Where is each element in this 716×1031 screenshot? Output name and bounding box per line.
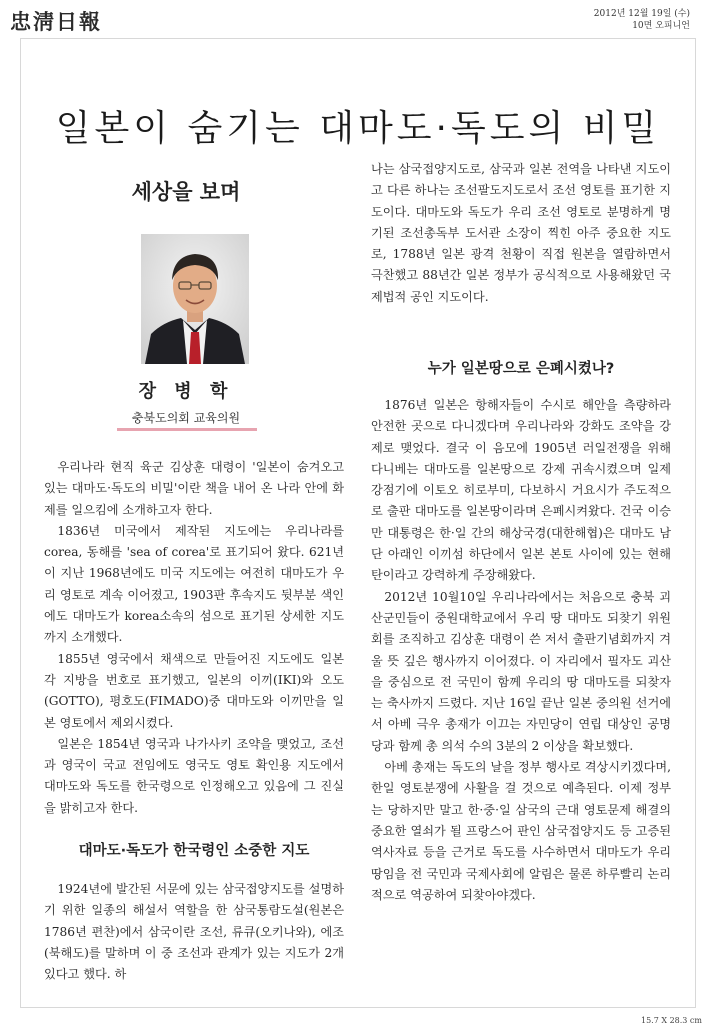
paragraph: 1836년 미국에서 제작된 지도에는 우리나라를 corea, 동해를 'sea of corea'로 표기되어 왔다. 621년이 지난 1968년에도 미국 지도에는 여전히 대마도가 우리 영토로 계속 이어졌고, 1903판 후속지도 뒷부분 색인에도 대마도가 korea소속의 섬으로 표기된 상세한 지도까지 소개했다.: [44, 523, 344, 645]
subhead-left: 대마도·독도가 한국령인 소중한 지도: [78, 843, 310, 859]
article-headline: 일본이 숨기는 대마도·독도의 비밀: [55, 108, 661, 150]
paragraph: 2012년 10월10일 우리나라에서는 처음으로 충북 괴산군민들이 중원대학교에서 우리 땅 대마도 되찾기 위원회를 조직하고 김상훈 대령이 쓴 저서 출판기념회까지 겨울 뜻 깊은 행사까지 이어졌다. 이 자리에서 필자도 괴산을 중심으로 전 국민이 함께 우리의 땅 대마도를 되찾자는 축사까지 드렸다. 지난 16일 끝난 일본 중의원 선거에서 아베 극우 총재가 이끄는 자민당이 연립 대상인 공명당과 함께 총 의석 수의 3분의 2 이상을 확보했다.: [371, 589, 671, 753]
right-column-body-2: [371, 395, 671, 906]
paragraph: 1855년 영국에서 채색으로 만들어진 지도에도 일본 각 지방을 번호로 표기했고, 일본의 이끼(IKI)와 오도(GOTTO), 평호도(FIMADO)중 대마도와 이끼만을 일본 영토에서 제외시켰다.: [44, 651, 344, 730]
paragraph: 일본은 1854년 영국과 나가사키 조약을 맺었고, 조선과 영국이 국교 전임에도 영국도 영토 확인용 지도에서 대마도와 독도를 한국령으로 인정해오고 있음에 그 진실을 밝히고자 한다.: [44, 736, 344, 815]
right-column-body: [371, 159, 671, 308]
author-name: 장 병 학: [138, 381, 234, 402]
column-kicker: 세상을 보며: [131, 180, 241, 204]
newspaper-masthead: 忠淸日報: [10, 9, 102, 34]
author-portrait: [141, 234, 249, 364]
paragraph: 나는 삼국접양지도로, 삼국과 일본 전역을 나타낸 지도이고 다른 하나는 조선팔도지도로서 조선 영토를 표기한 지도이다. 대마도와 독도가 우리 조선 영토로 분명하게 명기된 조선총독부 도서관 소장이 찍힌 아주 중요한 지도로, 1788년 일본 광격 천황이 직접 원본을 열람하면서 극찬했고 88년간 일본 정부가 공식적으로 사용해왔던 국제법적 공인 지도이다.: [371, 162, 671, 304]
dateline: [490, 8, 690, 32]
dateline-date: 2012년 12월 19일 (수): [593, 9, 690, 19]
clipping-size: 15.7 X 28.3 cm: [640, 1016, 702, 1025]
author-underline: [117, 428, 257, 431]
author-title: 충북도의회 교육의원: [131, 411, 241, 425]
dateline-page: 10면 오피니언: [632, 21, 690, 31]
left-column-body: [44, 457, 344, 819]
left-column-body-2: [44, 879, 344, 985]
paragraph: 아베 총재는 독도의 날을 정부 행사로 격상시키겠다며, 한일 영토분쟁에 사활을 걸 것으로 예측된다. 이제 정부는 당하지만 말고 한·중·일 삼국의 근대 영토문제 해결의 중요한 열쇠가 될 프랑스어 판인 삼국접양지도 등 고증된 역사자료 등을 근거로 독도를 사수하면서 대마도가 우리 땅임을 전 국민과 국제사회에 알림은 물론 하루빨리 논리적으로 역공하여 되찾아야겠다.: [371, 760, 671, 902]
paragraph: 1924년에 발간된 서문에 있는 삼국접양지도를 설명하기 위한 일종의 해설서 역할을 한 삼국통람도설(원본은 1786년 편찬)에서 삼국이란 조선, 류큐(오키나와), 에조(북해도)를 말하며 이 중 조선과 관계가 있는 지도가 2개 있다고 했다. 하: [44, 882, 344, 982]
subhead-right: 누가 일본땅으로 은폐시켰나?: [427, 361, 615, 377]
paragraph: 우리나라 현직 육군 김상훈 대령이 '일본이 숨겨오고 있는 대마도·독도의 비밀'이란 책을 내어 온 나라 안에 화제를 일으킴에 소개하고자 한다.: [44, 460, 344, 517]
paragraph: 1876년 일본은 항해자들이 수시로 해안을 측량하라 안전한 곳으로 다니겠다며 우리나라와 강화도 조약을 강제로 맺었다. 결국 이 음모에 1905년 러일전쟁을 위해 다니베는 대마도를 일본땅으로 강제 귀속시켰으며 일제강점기에 이토오 히로부미, 다보하시 거요시가 주도적으로 출판 대마도를 일본땅이라며 은폐시켜왔다. 건국 이승만 대통령은 한·일 간의 해상국경(대한해협)은 대마도 남단 아래인 이끼섬 하단에서 일본 본토 사이에 있는 현해탄이라고 강력하게 주장해왔다.: [371, 398, 671, 583]
